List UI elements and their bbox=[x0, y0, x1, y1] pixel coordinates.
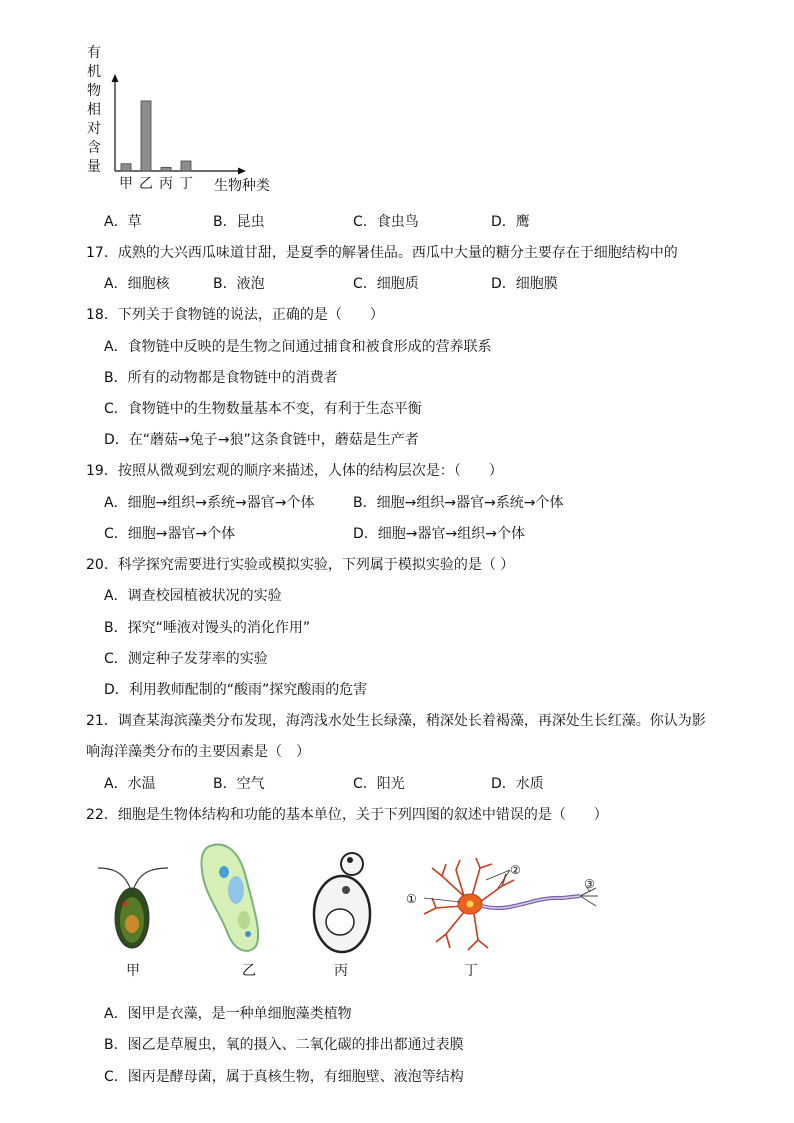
q17-option-a[interactable]: A．细胞核 bbox=[104, 276, 170, 292]
q18-option-c[interactable]: C．食物链中的生物数量基本不变，有利于生态平衡 bbox=[104, 401, 422, 417]
figure-caption-yi: 乙 bbox=[242, 963, 256, 979]
nucleus bbox=[238, 911, 250, 929]
q21-option-d[interactable]: D．水质 bbox=[491, 776, 544, 792]
label-1: ① bbox=[406, 892, 417, 906]
bar-1 bbox=[141, 101, 151, 171]
axes bbox=[112, 74, 247, 175]
q20-option-a[interactable]: A．调查校园植被状况的实验 bbox=[104, 588, 282, 604]
label-2: ② bbox=[510, 863, 521, 877]
pyrenoid bbox=[125, 915, 139, 933]
y-axis-arrow bbox=[112, 74, 119, 82]
q18-option-a[interactable]: A．食物链中反映的是生物之间通过捕食和被食形成的营养联系 bbox=[104, 339, 492, 355]
neuron-figure bbox=[402, 856, 608, 956]
yeast-bud bbox=[341, 853, 363, 875]
q17-stem: 17．成熟的大兴西瓜味道甘甜，是夏季的解暑佳品。西瓜中大量的糖分主要存在于细胞结构中的 bbox=[86, 245, 678, 261]
x-tick-label-3: 丁 bbox=[179, 176, 193, 192]
bar-2 bbox=[161, 167, 171, 171]
q20-option-b[interactable]: B．探究“唾液对馒头的消化作用” bbox=[104, 620, 311, 636]
q17-option-b[interactable]: B．液泡 bbox=[213, 276, 265, 292]
figure-caption-bing: 丙 bbox=[334, 963, 348, 979]
bar-0 bbox=[121, 164, 131, 171]
q21-option-b[interactable]: B．空气 bbox=[213, 776, 265, 792]
neuron-nucleus bbox=[467, 901, 474, 908]
q18-option-b[interactable]: B．所有的动物都是食物链中的消费者 bbox=[104, 370, 338, 386]
x-tick-labels bbox=[119, 176, 193, 192]
y-axis-label-text: 有机物相对含量 bbox=[87, 45, 101, 175]
yeast-small-vacuole bbox=[342, 886, 350, 894]
q16-option-b[interactable]: B．昆虫 bbox=[213, 214, 265, 230]
label-3: ③ bbox=[584, 877, 595, 891]
oral-groove bbox=[228, 876, 244, 904]
q21-option-c[interactable]: C．阳光 bbox=[353, 776, 405, 792]
q19-option-a[interactable]: A．细胞→组织→系统→器官→个体 bbox=[104, 495, 315, 511]
q16-option-d[interactable]: D．鹰 bbox=[491, 214, 530, 230]
paramecium-figure bbox=[196, 838, 276, 958]
q20-option-d[interactable]: D．利用教师配制的“酸雨”探究酸雨的危害 bbox=[104, 682, 368, 698]
q17-option-d[interactable]: D．细胞膜 bbox=[491, 276, 558, 292]
q19-option-d[interactable]: D．细胞→器官→组织→个体 bbox=[353, 526, 525, 542]
q21-stem-line2: 响海洋藻类分布的主要因素是（ ） bbox=[86, 744, 310, 760]
q22-option-c[interactable]: C．图丙是酵母菌，属于真核生物，有细胞壁、液泡等结构 bbox=[104, 1069, 464, 1085]
q20-option-c[interactable]: C．测定种子发芽率的实验 bbox=[104, 651, 268, 667]
figure-caption-jia: 甲 bbox=[126, 963, 140, 979]
q16-option-a[interactable]: A．草 bbox=[104, 214, 142, 230]
flagellum-right bbox=[134, 868, 168, 888]
bars bbox=[121, 101, 191, 171]
q18-option-d[interactable]: D．在“蘑菇→兔子→狼”这条食链中，蘑菇是生产者 bbox=[104, 432, 419, 448]
bud-nucleus bbox=[347, 857, 353, 863]
q18-stem: 18．下列关于食物链的说法，正确的是（ ） bbox=[86, 307, 384, 323]
x-axis-label: 生物种类 bbox=[214, 178, 270, 194]
q22-option-a[interactable]: A．图甲是衣藻，是一种单细胞藻类植物 bbox=[104, 1006, 352, 1022]
q17-option-c[interactable]: C．细胞质 bbox=[353, 276, 419, 292]
contractile-vacuole bbox=[245, 931, 251, 937]
x-tick-label-0: 甲 bbox=[119, 176, 133, 192]
yeast-vacuole bbox=[326, 909, 354, 935]
x-tick-label-1: 乙 bbox=[139, 176, 153, 192]
q21-option-a[interactable]: A．水温 bbox=[104, 776, 156, 792]
yeast-figure bbox=[306, 848, 376, 958]
eyespot bbox=[123, 902, 128, 907]
bar-3 bbox=[181, 161, 191, 171]
x-axis-arrow bbox=[238, 168, 246, 175]
q19-option-c[interactable]: C．细胞→器官→个体 bbox=[104, 526, 236, 542]
q19-option-b[interactable]: B．细胞→组织→器官→系统→个体 bbox=[353, 495, 564, 511]
q21-stem-line1: 21．调查某海滨藻类分布发现，海湾浅水处生长绿藻，稍深处长着褐藻，再深处生长红藻。你认为影 bbox=[86, 713, 706, 729]
food-vacuole bbox=[219, 866, 229, 878]
q19-stem: 19．按照从微观到宏观的顺序来描述，人体的结构层次是：（ ） bbox=[86, 463, 503, 479]
figure-caption-ding: 丁 bbox=[464, 963, 478, 979]
x-tick-label-2: 丙 bbox=[159, 176, 173, 192]
flagellum-left bbox=[98, 868, 130, 888]
q16-option-c[interactable]: C．食虫鸟 bbox=[353, 214, 419, 230]
bar-chart bbox=[100, 70, 300, 200]
chlamydomonas-figure bbox=[94, 848, 174, 958]
q20-stem: 20．科学探究需要进行实验或模拟实验，下列属于模拟实验的是（ ） bbox=[86, 557, 515, 573]
q22-option-b[interactable]: B．图乙是草履虫，氧的摄入、二氧化碳的排出都通过表膜 bbox=[104, 1037, 464, 1053]
q22-stem: 22．细胞是生物体结构和功能的基本单位，关于下列四图的叙述中错误的是（ ） bbox=[86, 807, 608, 823]
